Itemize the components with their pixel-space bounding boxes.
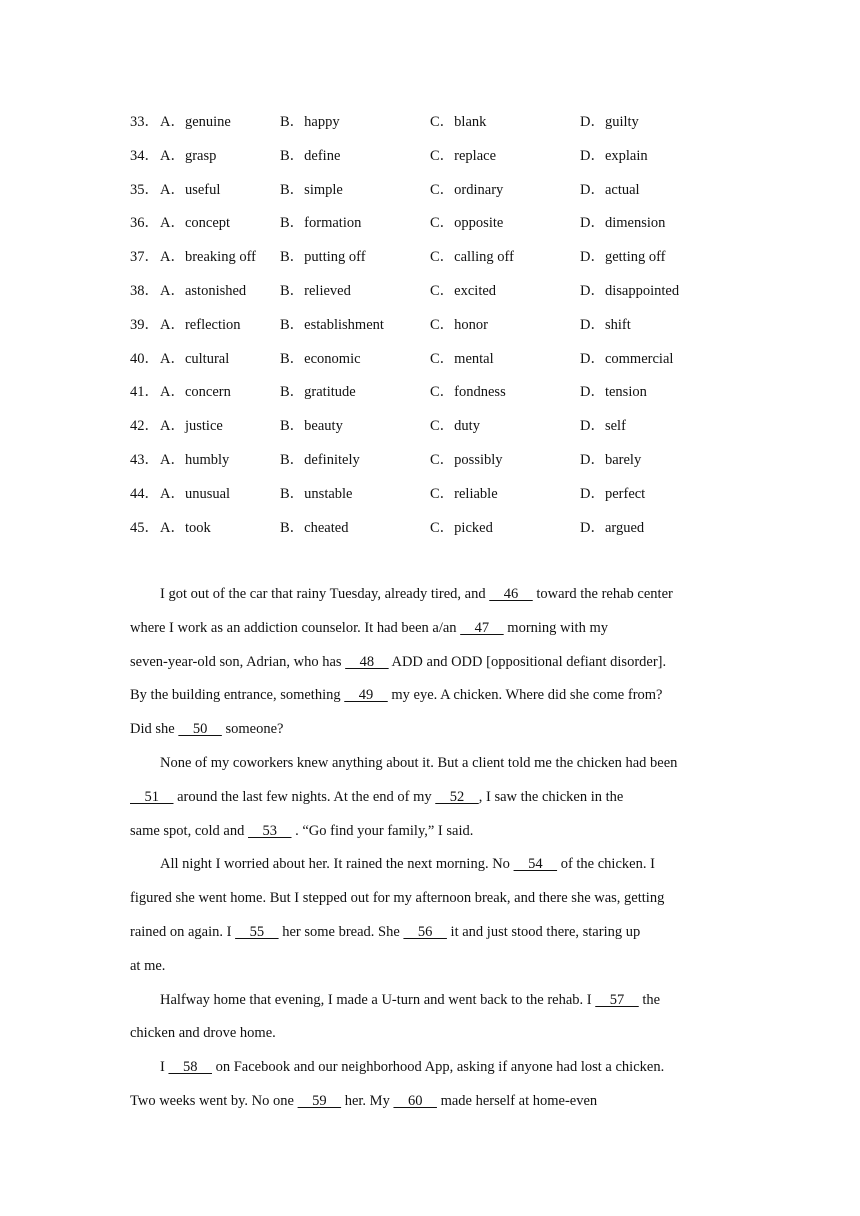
option-a: A．breaking off bbox=[160, 249, 256, 266]
passage-text: made herself at home-even bbox=[436, 1092, 598, 1109]
option-b: B．definitely bbox=[280, 451, 360, 468]
passage-text: By the building entrance, something bbox=[130, 687, 345, 704]
question-number: 45． bbox=[130, 519, 159, 536]
cloze-blank: 59 bbox=[297, 1092, 342, 1109]
option-b: B．gratitude bbox=[280, 384, 356, 401]
option-d: D．dimension bbox=[580, 215, 666, 232]
passage-text: toward the rehab center bbox=[532, 586, 673, 602]
cloze-blank: 50 bbox=[178, 721, 222, 738]
option-c: C．calling off bbox=[430, 249, 514, 266]
passage-text: at me. bbox=[130, 957, 166, 974]
option-a: A．cultural bbox=[160, 350, 230, 367]
passage-line bbox=[130, 718, 740, 752]
passage-line bbox=[130, 583, 740, 617]
passage-text: her some bread. She bbox=[278, 923, 404, 940]
passage-line bbox=[130, 887, 740, 921]
option-b: B．putting off bbox=[280, 249, 366, 266]
question-number: 39． bbox=[130, 316, 159, 333]
cloze-blank: 57 bbox=[595, 991, 639, 1008]
passage-text: , I saw the chicken in the bbox=[478, 788, 624, 805]
option-d: D．guilty bbox=[580, 114, 639, 130]
passage-text: same spot, cold and bbox=[130, 822, 248, 839]
passage-text: chicken and drove home. bbox=[130, 1025, 276, 1042]
passage-text: rained on again. I bbox=[130, 923, 236, 940]
passage-text: where I work as an addiction counselor. It had been a/an bbox=[130, 619, 461, 636]
cloze-blank: 60 bbox=[393, 1092, 437, 1109]
option-a: A．reflection bbox=[160, 316, 241, 333]
option-d: D．getting off bbox=[580, 249, 666, 266]
option-d: D．actual bbox=[580, 181, 640, 198]
option-c: C．replace bbox=[430, 147, 497, 164]
question-number: 38． bbox=[130, 282, 159, 299]
passage-text: ADD and ODD [oppositional defiant disorder]. bbox=[388, 653, 667, 670]
passage-text: the bbox=[638, 991, 661, 1008]
option-c: C．opposite bbox=[430, 215, 504, 232]
passage-text: my eye. A chicken. Where did she come from? bbox=[387, 687, 663, 704]
option-d: D．commercial bbox=[580, 350, 674, 367]
passage-text: . “Go find your family,” I said. bbox=[291, 822, 474, 839]
question-number: 34． bbox=[130, 147, 159, 164]
passage-line bbox=[130, 853, 740, 887]
option-a: A．grasp bbox=[160, 147, 217, 164]
question-number: 37． bbox=[130, 249, 159, 266]
passage-text: I bbox=[160, 1059, 169, 1076]
passage-text: Did she bbox=[130, 721, 179, 738]
cloze-blank: 55 bbox=[235, 923, 279, 940]
passage-line bbox=[130, 921, 740, 955]
passage-line bbox=[130, 989, 740, 1023]
option-a: A．humbly bbox=[160, 451, 230, 468]
option-d: D．tension bbox=[580, 384, 647, 401]
option-d: D．shift bbox=[580, 316, 631, 333]
cloze-blank: 47 bbox=[460, 619, 504, 636]
passage-line bbox=[130, 1090, 740, 1124]
option-b: B．cheated bbox=[280, 519, 349, 536]
question-number: 35． bbox=[130, 181, 159, 198]
option-d: D．self bbox=[580, 418, 626, 435]
question-number: 36． bbox=[130, 215, 159, 232]
cloze-blank: 52 bbox=[435, 788, 479, 805]
option-c: C．picked bbox=[430, 519, 493, 536]
passage-text: Halfway home that evening, I made a U-turn and went back to the rehab. I bbox=[160, 991, 596, 1008]
option-b: B．relieved bbox=[280, 282, 351, 299]
option-b: B．happy bbox=[280, 114, 340, 130]
option-b: B．define bbox=[280, 147, 341, 164]
option-d: D．disappointed bbox=[580, 282, 680, 299]
option-c: C．ordinary bbox=[430, 181, 504, 198]
passage-text: I got out of the car that rainy Tuesday, already tired, and bbox=[160, 586, 490, 602]
cloze-passage bbox=[130, 583, 740, 1124]
passage-line bbox=[130, 1022, 740, 1056]
option-c: C．possibly bbox=[430, 451, 503, 468]
option-b: B．formation bbox=[280, 215, 362, 232]
passage-line bbox=[130, 752, 740, 786]
cloze-blank: 46 bbox=[489, 586, 533, 602]
question-number: 41． bbox=[130, 384, 159, 401]
passage-line bbox=[130, 786, 740, 820]
option-c: C．honor bbox=[430, 316, 488, 333]
cloze-blank: 56 bbox=[403, 923, 447, 940]
cloze-blank: 58 bbox=[168, 1059, 212, 1076]
passage-text: morning with my bbox=[503, 619, 608, 636]
option-b: B．economic bbox=[280, 350, 361, 367]
option-a: A．justice bbox=[160, 418, 223, 435]
question-number: 33． bbox=[130, 114, 159, 130]
option-a: A．genuine bbox=[160, 114, 231, 130]
passage-line bbox=[130, 955, 740, 989]
option-c: C．fondness bbox=[430, 384, 506, 401]
option-b: B．simple bbox=[280, 181, 343, 198]
passage-text: figured she went home. But I stepped out for my afternoon break, and there she was, getting bbox=[130, 890, 665, 907]
question-number: 44． bbox=[130, 485, 159, 502]
option-a: A．useful bbox=[160, 181, 221, 198]
option-c: C．mental bbox=[430, 350, 494, 367]
option-c: C．reliable bbox=[430, 485, 498, 502]
cloze-blank: 48 bbox=[345, 653, 389, 670]
passage-line bbox=[130, 820, 740, 854]
cloze-blank: 54 bbox=[513, 856, 558, 873]
option-c: C．blank bbox=[430, 114, 487, 130]
passage-text: Two weeks went by. No one bbox=[130, 1092, 298, 1109]
option-a: A．concept bbox=[160, 215, 231, 232]
question-number: 43． bbox=[130, 451, 159, 468]
option-b: B．beauty bbox=[280, 418, 343, 435]
passage-text: None of my coworkers knew anything about it. But a client told me the chicken had been bbox=[160, 754, 678, 771]
option-d: D．argued bbox=[580, 519, 645, 536]
passage-line bbox=[130, 684, 740, 718]
question-number: 42． bbox=[130, 418, 159, 435]
passage-text: her. My bbox=[341, 1092, 394, 1109]
passage-text: on Facebook and our neighborhood App, asking if anyone had lost a chicken. bbox=[211, 1059, 665, 1076]
option-d: D．explain bbox=[580, 147, 648, 164]
option-a: A．took bbox=[160, 519, 211, 536]
option-a: A．concern bbox=[160, 384, 231, 401]
passage-text: of the chicken. I bbox=[557, 856, 655, 873]
passage-text: around the last few nights. At the end of my bbox=[173, 788, 436, 805]
passage-text: All night I worried about her. It rained the next morning. No bbox=[160, 856, 514, 873]
option-c: C．duty bbox=[430, 418, 480, 435]
option-b: B．unstable bbox=[280, 485, 353, 502]
cloze-blank: 49 bbox=[344, 687, 388, 704]
option-a: A．astonished bbox=[160, 282, 247, 299]
passage-line bbox=[130, 617, 740, 651]
cloze-blank: 51 bbox=[130, 788, 174, 805]
passage-text: someone? bbox=[221, 721, 284, 738]
option-b: B．establishment bbox=[280, 316, 384, 333]
passage-line bbox=[130, 651, 740, 685]
option-c: C．excited bbox=[430, 282, 497, 299]
option-d: D．barely bbox=[580, 451, 642, 468]
option-d: D．perfect bbox=[580, 485, 646, 502]
passage-text: seven-year-old son, Adrian, who has bbox=[130, 653, 346, 670]
cloze-blank: 53 bbox=[248, 822, 292, 839]
passage-line bbox=[130, 1056, 740, 1090]
passage-text: it and just stood there, staring up bbox=[446, 923, 641, 940]
option-a: A．unusual bbox=[160, 485, 231, 502]
question-number: 40． bbox=[130, 350, 159, 367]
